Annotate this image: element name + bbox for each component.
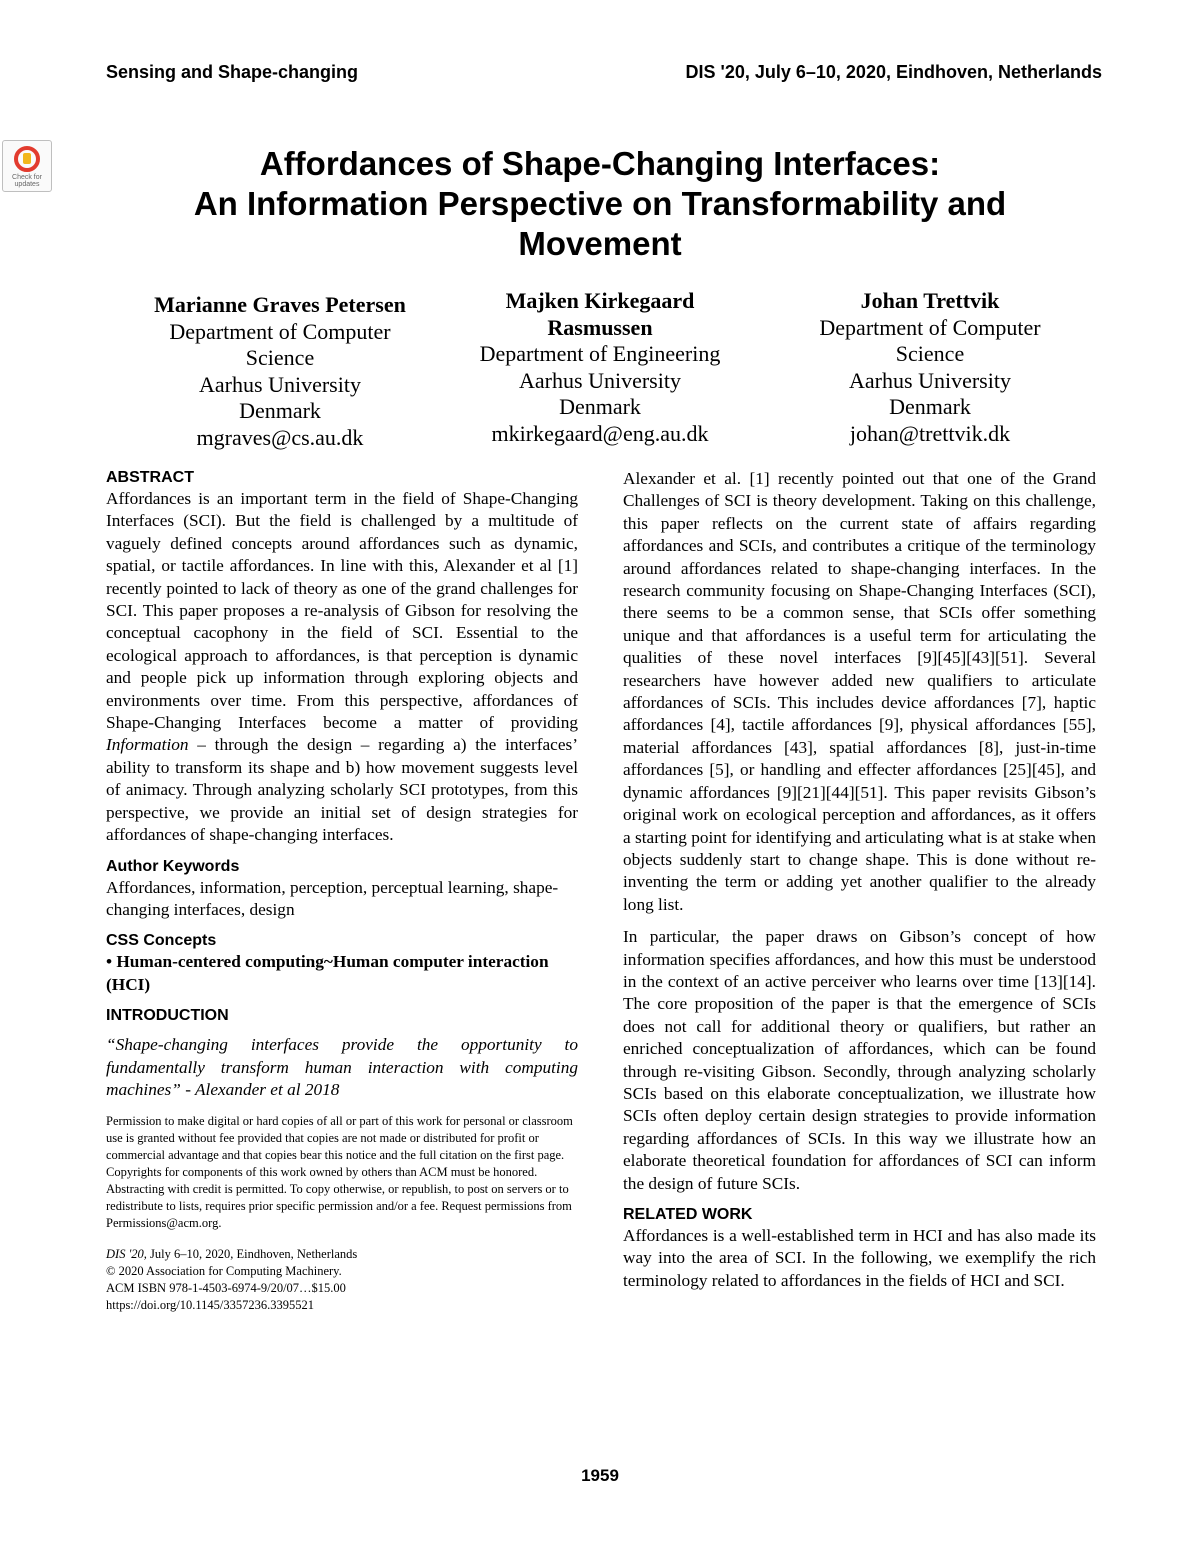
author-block-3 <box>780 288 1080 447</box>
author-university: Aarhus University <box>199 371 361 397</box>
title-line-1: Affordances of Shape-Changing Interfaces: <box>259 145 941 182</box>
related-work-text: Affordances is a well-established term in HCI and has also made its way into the area of SCI. In the following, we exemplify the rich terminology related to affordances in the fields of HCI and SCI. <box>623 1226 1096 1290</box>
author-email[interactable]: johan@trettvik.dk <box>849 420 1011 446</box>
keywords-text: Affordances, information, perception, perceptual learning, shape-changing interfaces, design <box>106 877 559 919</box>
check-for-updates-badge[interactable] <box>2 140 52 192</box>
intro-paragraph-1: Alexander et al. [1] recently pointed out that one of the Grand Challenges of SCI is theory development. Taking on this challenge, this paper reflects on the current state of affairs regarding affordances and SCIs, and contributes a critique of the terminology around affordances related to shape-changing interfaces. In the research community focusing on Shape-Changing Interfaces (SCI), there seems to be a common sense, that SCIs offer something unique and that affordances is a useful term for articulating the qualities of these novel interfaces [9][45][43][51]. Several researchers have however added new qualifiers to articulate affordances of SCIs. This includes device affordances [7], haptic affordances [4], tactile affordances [9], physical affordances [55], material affordances [43], spatial affordances [8], just-in-time affordances [5], or handling and effecter affordances [25][45], and dynamic affordances [9][21][44][51]. This paper revisits Gibson’s original work on ecological perception and affordances, as it offers a starting point for identifying and articulating what is at stake when objects suddenly start to change shape. This is done without re-inventing the term or adding yet another qualifier to the already long list. <box>623 469 1096 914</box>
title-line-2: An Information Perspective on Transformability and <box>193 185 1007 222</box>
author-department: Department of Computer <box>169 318 391 344</box>
author-country: Denmark <box>559 394 641 419</box>
related-work-heading: RELATED WORK <box>623 1206 753 1223</box>
author-department-cont: Science <box>245 345 315 370</box>
running-header-right: DIS '20, July 6–10, 2020, Eindhoven, Netherlands <box>685 62 1102 82</box>
conference-venue-em: DIS '20, <box>106 1247 147 1262</box>
page-number: 1959 <box>581 1466 619 1485</box>
conference-isbn: ACM ISBN 978-1-4503-6974-9/20/07…$15.00 <box>106 1281 346 1296</box>
conference-info <box>106 1246 578 1314</box>
running-header-left: Sensing and Shape-changing <box>106 62 359 82</box>
abstract-heading: ABSTRACT <box>106 469 194 486</box>
concepts-text: • Human-centered computing~Human computer interaction (HCI) <box>106 952 549 994</box>
permission-notice: Permission to make digital or hard copies of all or part of this work for personal or classroom use is granted without fee provided that copies are not made or distributed for profit or commercial advantage and that copies bear this notice and the full citation on the first page. Copyrights for components of this work owned by others than ACM must be honored. Abstracting with credit is permitted. To copy otherwise, or republish, to post on servers or to redistribute to lists, requires prior specific permission and/or a fee. Request permissions from Permissions@acm.org. <box>106 1114 573 1231</box>
author-block-2 <box>450 288 750 447</box>
conference-venue <box>106 1246 578 1263</box>
abstract-text-emphasis: Information <box>106 735 189 755</box>
author-country: Denmark <box>239 398 321 423</box>
abstract-text-b: – through the design – regarding a) the interfaces’ ability to transform its shape and b) how movement suggests level of animacy. Through analyzing scholarly SCI prototypes, from this perspective, we provide an initial set of design strategies for affordances of shape-changing interfaces. <box>106 735 578 845</box>
right-column <box>623 468 1096 1292</box>
author-country: Denmark <box>889 394 971 419</box>
intro-paragraph-2: In particular, the paper draws on Gibson’s concept of how information specifies affordances, and how this must be understood in the context of an active perceiver who learns over time [13][14]. The core proposition of the paper is that the emergence of SCIs does not call for additional theory or qualifiers, but rather an enriched conceptualization of affordances, which can be found through re-visiting Gibson. Secondly, through analyzing scholarly SCIs based on this elaborate conceptualization, we illustrate how SCIs often deploy certain design strategies to provide information regarding affordances of SCIs. In this way we illustrate how an elaborate theoretical foundation for affordances of SCI can inform the design of future SCIs. <box>623 927 1096 1193</box>
abstract-text <box>106 488 578 847</box>
abstract-text-a: Affordances is an important term in the field of Shape-Changing Interfaces (SCI). But the field is challenged by a multitude of vaguely defined concepts around affordances such as dynamic, spatial, or tactile affordances. In line with this, Alexander et al [1] recently pointed to lack of theory as one of the grand challenges for SCI. This paper proposes a re-analysis of Gibson for resolving the conceptual cacophony in the field of SCI. Essential to the ecological approach to affordances, is that perception is dynamic and people pick up information through exploring objects and environments over time. From this perspective, affordances of Shape-Changing Interfaces become a matter of providing <box>106 489 578 733</box>
check-for-updates-icon <box>14 146 40 172</box>
left-column <box>106 468 578 1314</box>
introduction-heading: INTRODUCTION <box>106 1007 229 1025</box>
author-university: Aarhus University <box>519 367 681 393</box>
introduction-quote: “Shape-changing interfaces provide the opportunity to fundamentally transform human interaction with computing machines” - Alexander et al 2018 <box>106 1035 578 1099</box>
check-for-updates-label: Check for updates <box>12 174 42 188</box>
author-department-cont: Science <box>895 341 965 366</box>
conference-doi[interactable]: https://doi.org/10.1145/3357236.3395521 <box>106 1298 314 1313</box>
author-name-cont: Rasmussen <box>547 314 653 340</box>
author-email[interactable]: mkirkegaard@eng.au.dk <box>491 420 709 446</box>
concepts-heading: CSS Concepts <box>106 932 217 950</box>
author-university: Aarhus University <box>849 367 1011 393</box>
author-email[interactable]: mgraves@cs.au.dk <box>196 424 364 450</box>
author-department: Department of Engineering <box>479 341 721 366</box>
author-name: Johan Trettvik <box>860 288 1000 313</box>
author-block-1 <box>130 292 430 451</box>
author-name: Majken Kirkegaard <box>505 288 695 313</box>
conference-venue-rest: July 6–10, 2020, Eindhoven, Netherlands <box>146 1247 358 1262</box>
keywords-heading: Author Keywords <box>106 857 240 875</box>
author-department: Department of Computer <box>819 314 1041 340</box>
title-line-3: Movement <box>518 225 682 262</box>
author-name: Marianne Graves Petersen <box>154 292 406 317</box>
paper-title <box>140 144 1060 264</box>
conference-copyright: © 2020 Association for Computing Machinery. <box>106 1264 342 1279</box>
